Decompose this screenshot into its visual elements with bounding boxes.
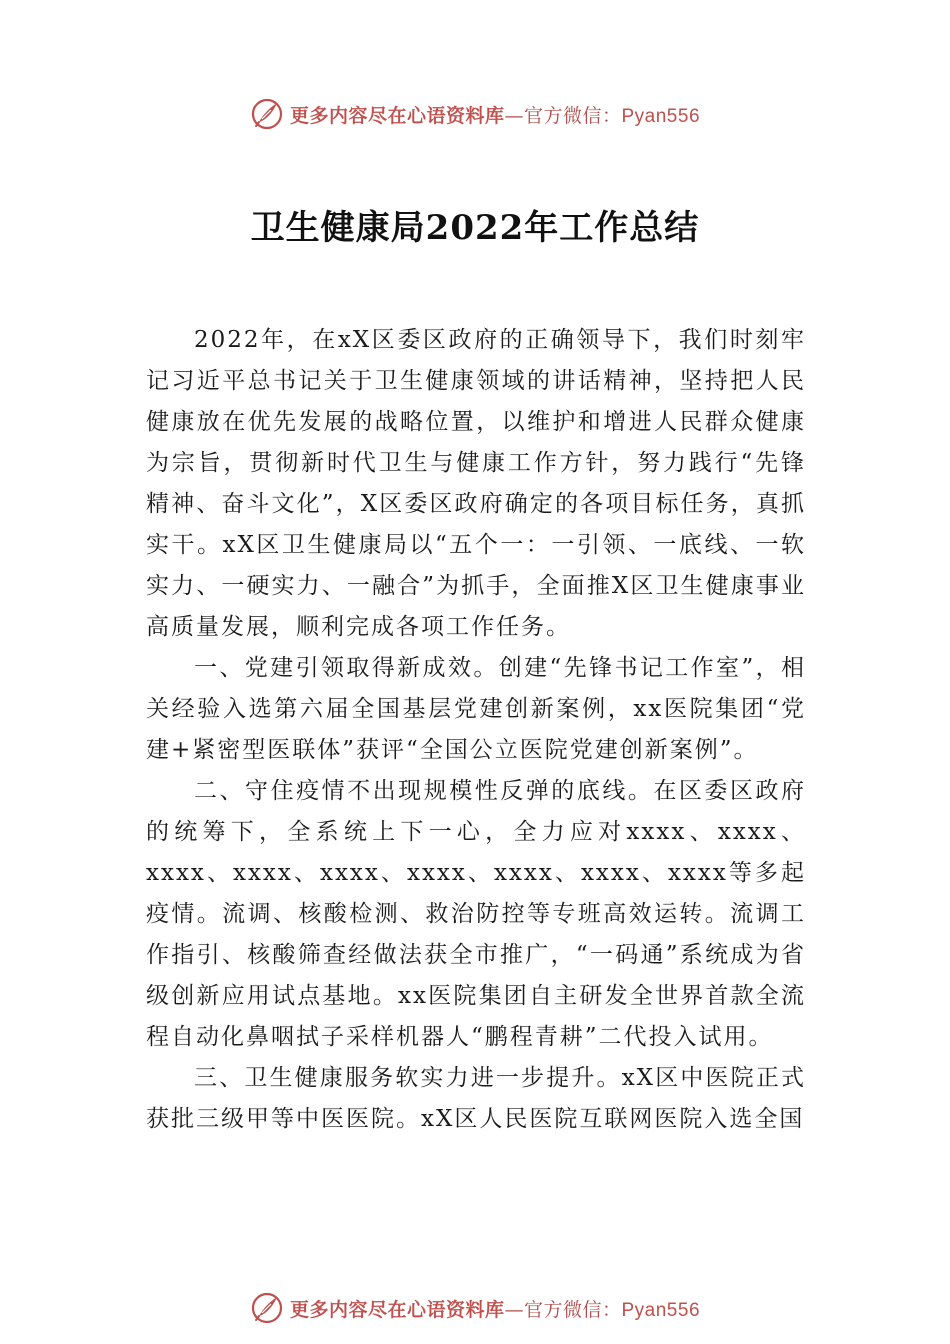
wechat-label: 官方微信：	[523, 1298, 622, 1321]
banner-text	[290, 1295, 700, 1322]
wechat-label: 官方微信：	[523, 104, 622, 127]
quill-logo-icon	[250, 1291, 284, 1325]
paragraph-soft-power: 三、卫生健康服务软实力进一步提升。xX区中医院正式获批三级甲等中医医院。xX区人民医院互联网医院入选全国	[146, 1065, 806, 1132]
site-name: 更多内容尽在心语资料库	[289, 104, 505, 127]
banner-separator: —	[504, 104, 524, 127]
document-title: 卫生健康局2022年工作总结	[250, 208, 700, 248]
banner-separator: —	[504, 1298, 524, 1321]
paragraph-party-building: 一、党建引领取得新成效。创建“先锋书记工作室”，相关经验入选第六届全国基层党建创新案例，xx医院集团“党建+紧密型医联体”获评“全国公立医院党建创新案例”。	[146, 655, 806, 763]
wechat-id: Pyan556	[621, 105, 701, 127]
header-banner	[0, 94, 950, 134]
paragraph-intro: 2022年，在xX区委区政府的正确领导下，我们时刻牢记习近平总书记关于卫生健康领域的讲话精神，坚持把人民健康放在优先发展的战略位置，以维护和增进人民群众健康为宗旨，贯彻新时代卫生与健康工作方针，努力践行“先锋精神、奋斗文化”，X区委区政府确定的各项目标任务，真抓实干。xX区卫生健康局以“五个一：一引领、一底线、一软实力、一硬实力、一融合”为抓手，全面推X区卫生健康事业高质量发展，顺利完成各项工作任务。	[146, 327, 806, 640]
site-name: 更多内容尽在心语资料库	[289, 1298, 505, 1321]
document-body	[146, 320, 806, 1140]
paragraph-epidemic: 二、守住疫情不出现规模性反弹的底线。在区委区政府的统筹下，全系统上下一心，全力应对xxxx、xxxx、xxxx、xxxx、xxxx、xxxx、xxxx、xxxx、xxxx等多起疫情。流调、核酸检测、救治防控等专班高效运转。流调工作指引、核酸筛查经做法获全市推广，“一码通”系统成为省级创新应用试点基地。xx医院集团自主研发全世界首款全流程自动化鼻咽拭子采样机器人“鹏程青耕”二代投入试用。	[146, 778, 806, 1050]
banner-text	[290, 101, 700, 128]
quill-logo-icon	[250, 97, 284, 131]
footer-banner	[0, 1288, 950, 1328]
wechat-id: Pyan556	[621, 1299, 701, 1321]
